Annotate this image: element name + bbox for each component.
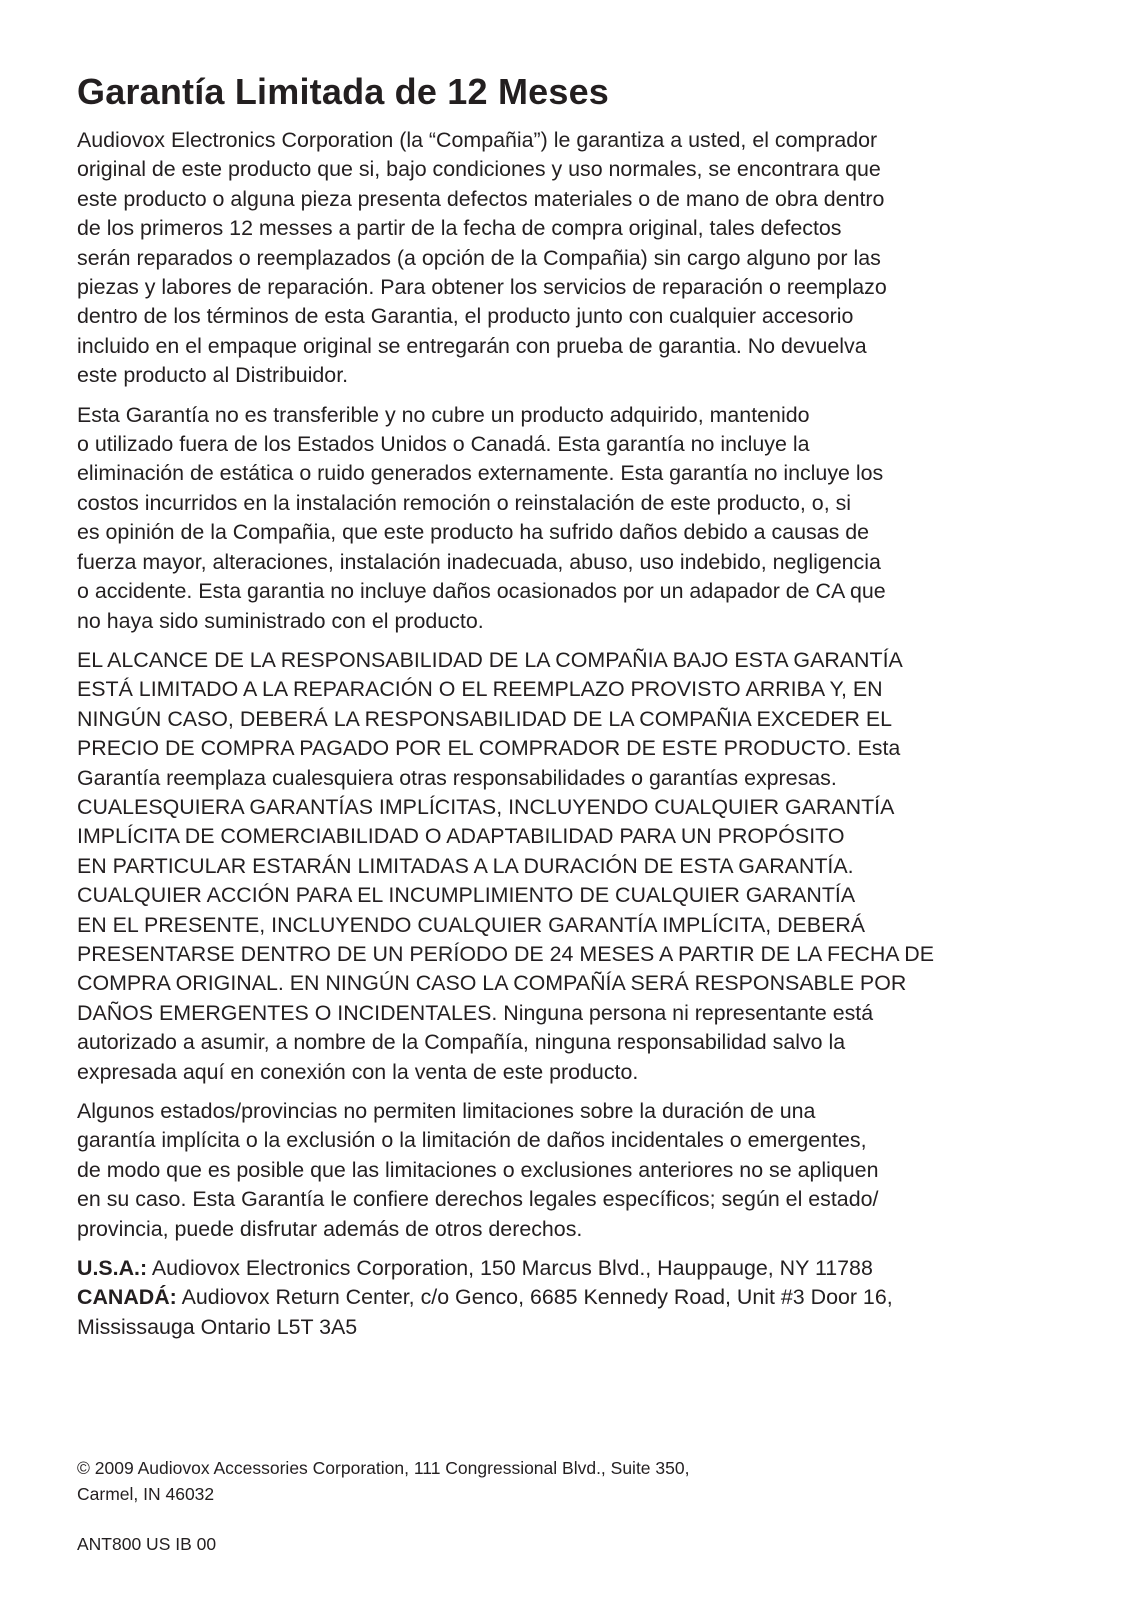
text-line: de los primeros 12 messes a partir de la fecha de compra original, tales defectos (77, 216, 842, 241)
canada-address-line-2: Mississauga Ontario L5T 3A5 (77, 1314, 358, 1339)
usa-address (77, 1254, 1057, 1283)
text-line: costos incurridos en la instalación remoción o reinstalación de este producto, o, si (77, 490, 852, 515)
text-line: de modo que es posible que las limitaciones o exclusiones anteriores no se apliquen (77, 1157, 879, 1182)
text-line: dentro de los términos de esta Garantia, el producto junto con cualquier accesorio (77, 304, 854, 329)
return-addresses (77, 1254, 1057, 1342)
paragraph-state-rights (77, 1097, 1057, 1244)
copyright-line-1: © 2009 Audiovox Accessories Corporation, 111 Congressional Blvd., Suite 350, (77, 1458, 690, 1478)
text-line: PRECIO DE COMPRA PAGADO POR EL COMPRADOR DE ESTE PRODUCTO. Esta (77, 736, 901, 761)
text-line: autorizado a asumir, a nombre de la Compañía, ninguna responsabilidad salvo la (77, 1030, 846, 1055)
canada-address-text: Audiovox Return Center, c/o Genco, 6685 Kennedy Road, Unit #3 Door 16, (181, 1285, 893, 1310)
text-line: Esta Garantía no es transferible y no cubre un producto adquirido, mantenido (77, 402, 810, 427)
text-line: es opinión de la Compañia, que este producto ha sufrido daños debido a causas de (77, 520, 870, 545)
text-line: CUALQUIER ACCIÓN PARA EL INCUMPLIMIENTO DE CUALQUIER GARANTÍA (77, 883, 856, 908)
copyright-line-2: Carmel, IN 46032 (77, 1484, 215, 1504)
usa-label: U.S.A.: (77, 1256, 148, 1281)
text-line: Audiovox Electronics Corporation (la “Compañia”) le garantiza a usted, el comprador (77, 128, 878, 152)
text-line: ESTÁ LIMITADO A LA REPARACIÓN O EL REEMPLAZO PROVISTO ARRIBA Y, EN (77, 677, 883, 702)
text-line: garantía implícita o la exclusión o la limitación de daños incidentales o emergentes, (77, 1128, 867, 1153)
text-line: EL ALCANCE DE LA RESPONSABILIDAD DE LA COMPAÑIA BAJO ESTA GARANTÍA (77, 647, 903, 672)
text-line: COMPRA ORIGINAL. EN NINGÚN CASO LA COMPAÑÍA SERÁ RESPONSABLE POR (77, 971, 907, 996)
page-title: Garantía Limitada de 12 Meses (77, 71, 610, 112)
text-line: provincia, puede disfrutar además de otros derechos. (77, 1216, 583, 1241)
usa-address-text: Audiovox Electronics Corporation, 150 Marcus Blvd., Hauppauge, NY 11788 (151, 1256, 873, 1281)
text-line: fuerza mayor, alteraciones, instalación inadecuada, abuso, uso indebido, negligencia (77, 549, 881, 574)
warranty-page (77, 72, 1057, 1342)
text-line: este producto o alguna pieza presenta defectos materiales o de mano de obra dentro (77, 186, 885, 211)
document-code: ANT800 US IB 00 (77, 1534, 217, 1554)
text-line: o utilizado fuera de los Estados Unidos o Canadá. Esta garantía no incluye la (77, 432, 810, 457)
text-line: DAÑOS EMERGENTES O INCIDENTALES. Ninguna persona ni representante está (77, 1000, 874, 1025)
text-line: Algunos estados/provincias no permiten limitaciones sobre la duración de una (77, 1099, 816, 1123)
text-line: serán reparados o reemplazados (a opción de la Compañia) sin cargo alguno por las (77, 245, 881, 270)
text-line: en su caso. Esta Garantía le confiere derechos legales específicos; según el estado/ (77, 1187, 879, 1212)
text-line: CUALESQUIERA GARANTÍAS IMPLÍCITAS, INCLUYENDO CUALQUIER GARANTÍA (77, 794, 895, 819)
copyright-footer (77, 1455, 977, 1507)
paragraph-warranty-terms (77, 126, 1057, 391)
text-line: piezas y labores de reparación. Para obtener los servicios de reparación o reemplazo (77, 275, 887, 300)
canada-label: CANADÁ: (77, 1285, 177, 1310)
text-line: expresada aquí en conexión con la venta de este producto. (77, 1059, 639, 1084)
text-line: eliminación de estática o ruido generados externamente. Esta garantía no incluye los (77, 461, 884, 486)
text-line: o accidente. Esta garantia no incluye daños ocasionados por un adapador de CA que (77, 579, 886, 604)
text-line: EN EL PRESENTE, INCLUYENDO CUALQUIER GARANTÍA IMPLÍCITA, DEBERÁ (77, 912, 866, 937)
text-line: Garantía reemplaza cualesquiera otras responsabilidades o garantías expresas. (77, 765, 837, 790)
text-line: NINGÚN CASO, DEBERÁ LA RESPONSABILIDAD DE LA COMPAÑIA EXCEDER EL (77, 706, 893, 731)
paragraph-exclusions (77, 401, 1057, 636)
text-line: no haya sido suministrado con el producto. (77, 608, 484, 633)
paragraph-liability (77, 646, 1057, 1087)
canada-address (77, 1283, 1057, 1312)
text-line: original de este producto que si, bajo condiciones y uso normales, se encontrara que (77, 157, 881, 182)
text-line: EN PARTICULAR ESTARÁN LIMITADAS A LA DURACIÓN DE ESTA GARANTÍA. (77, 853, 854, 878)
text-line: este producto al Distribuidor. (77, 363, 349, 388)
text-line: IMPLÍCITA DE COMERCIABILIDAD O ADAPTABILIDAD PARA UN PROPÓSITO (77, 824, 845, 849)
text-line: incluido en el empaque original se entregarán con prueba de garantia. No devuelva (77, 333, 867, 358)
text-line: PRESENTARSE DENTRO DE UN PERÍODO DE 24 MESES A PARTIR DE LA FECHA DE (77, 941, 935, 966)
